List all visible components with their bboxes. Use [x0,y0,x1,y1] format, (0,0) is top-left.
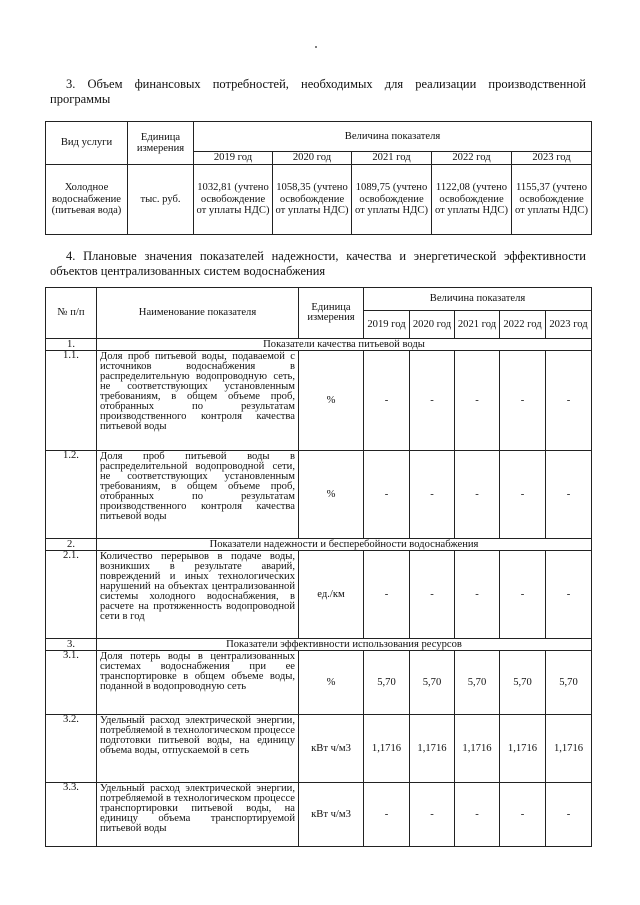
year-header: 2021 год [352,152,432,165]
value-cell: 1089,75 (учтено освобождение от уплаты НДС) [352,165,432,235]
value-cell: - [364,451,410,539]
unit-cell: тыс. руб. [128,165,194,235]
value-cell: 1,1716 [546,715,592,783]
section-4-heading: 4. Плановые значения показателей надежности, качества и энергетической эффективности объектов централизованных систем водоснабжения [50,249,586,278]
header-unit: Единица измерения [299,288,364,339]
group-title: Показатели качества питьевой воды [97,339,592,351]
indicator-name: Доля проб питьевой воды, подаваемой с источников водоснабжения в распределительную водопроводную сеть, не соответствующих установленным требованиям, в общем объеме проб, отобранных по результатам производственного контроля качества питьевой воды [97,351,299,451]
header-value: Величина показателя [194,122,592,152]
row-number: 1.1. [46,351,97,451]
value-cell: - [546,783,592,847]
service-cell: Холодное водоснабжение (питьевая вода) [46,165,128,235]
group-number: 2. [46,539,97,551]
indicator-name: Удельный расход электрической энергии, потребляемой в технологическом процессе подготовки питьевой воды, на единицу объема воды, отпускаемой в сеть [97,715,299,783]
unit-cell: кВт ч/м3 [299,715,364,783]
unit-cell: % [299,351,364,451]
group-number: 1. [46,339,97,351]
row-number: 1.2. [46,451,97,539]
year-header: 2022 год [432,152,512,165]
value-cell: 1032,81 (учтено освобождение от уплаты НДС) [194,165,273,235]
indicator-name: Удельный расход электрической энергии, потребляемой в технологическом процессе транспортировки питьевой воды, на единицу объема транспортируемой питьевой воды [97,783,299,847]
value-cell: - [500,783,546,847]
value-cell: - [455,783,500,847]
year-header: 2023 год [512,152,592,165]
value-cell: - [546,551,592,639]
unit-cell: кВт ч/м3 [299,783,364,847]
year-header: 2021 год [455,311,500,339]
value-cell: - [455,551,500,639]
value-cell: - [364,351,410,451]
value-cell: 5,70 [500,651,546,715]
row-number: 3.1. [46,651,97,715]
value-cell: 1,1716 [364,715,410,783]
year-header: 2019 год [364,311,410,339]
group-title: Показатели надежности и бесперебойности водоснабжения [97,539,592,551]
year-header: 2020 год [273,152,352,165]
value-cell: 1,1716 [455,715,500,783]
value-cell: - [546,451,592,539]
unit-cell: ед./км [299,551,364,639]
year-header: 2022 год [500,311,546,339]
value-cell: - [410,783,455,847]
value-cell: 1058,35 (учтено освобождение от уплаты НДС) [273,165,352,235]
value-cell: 5,70 [364,651,410,715]
value-cell: 1155,37 (учтено освобождение от уплаты НДС) [512,165,592,235]
value-cell: - [410,351,455,451]
unit-cell: % [299,451,364,539]
value-cell: 1,1716 [410,715,455,783]
section-3-heading: 3. Объем финансовых потребностей, необходимых для реализации производственной программы [50,77,586,106]
value-cell: - [455,351,500,451]
indicators-table [45,287,592,847]
financial-needs-table [45,121,592,235]
value-cell: - [410,551,455,639]
row-number: 3.3. [46,783,97,847]
header-service: Вид услуги [46,122,128,165]
value-cell: - [410,451,455,539]
value-cell: 1122,08 (учтено освобождение от уплаты НДС) [432,165,512,235]
group-title: Показатели эффективности использования ресурсов [97,639,592,651]
year-header: 2019 год [194,152,273,165]
indicator-name: Доля потерь воды в централизованных системах водоснабжения при ее транспортировке в общем объеме воды, поданной в водопроводную сеть [97,651,299,715]
header-num: № п/п [46,288,97,339]
group-number: 3. [46,639,97,651]
value-cell: - [364,551,410,639]
page-marker-dot [315,46,317,48]
year-header: 2020 год [410,311,455,339]
value-cell: - [546,351,592,451]
value-cell: 5,70 [455,651,500,715]
unit-cell: % [299,651,364,715]
value-cell: - [500,451,546,539]
row-number: 3.2. [46,715,97,783]
indicator-name: Доля проб питьевой воды в распределительной водопроводной сети, не соответствующих установленным требованиям, в общем объеме проб, отобранных по результатам производственного контроля качества питьевой воды [97,451,299,539]
value-cell: - [500,351,546,451]
value-cell: - [364,783,410,847]
value-cell: - [500,551,546,639]
header-unit: Единица измерения [128,122,194,165]
year-header: 2023 год [546,311,592,339]
value-cell: 5,70 [410,651,455,715]
header-name: Наименование показателя [97,288,299,339]
header-value: Величина показателя [364,288,592,311]
row-number: 2.1. [46,551,97,639]
value-cell: 5,70 [546,651,592,715]
value-cell: - [455,451,500,539]
indicator-name: Количество перерывов в подаче воды, возникших в результате аварий, повреждений и иных технологических нарушений на объектах централизованной системы холодного водоснабжения, в расчете на протяженность водопроводной сети в год [97,551,299,639]
value-cell: 1,1716 [500,715,546,783]
